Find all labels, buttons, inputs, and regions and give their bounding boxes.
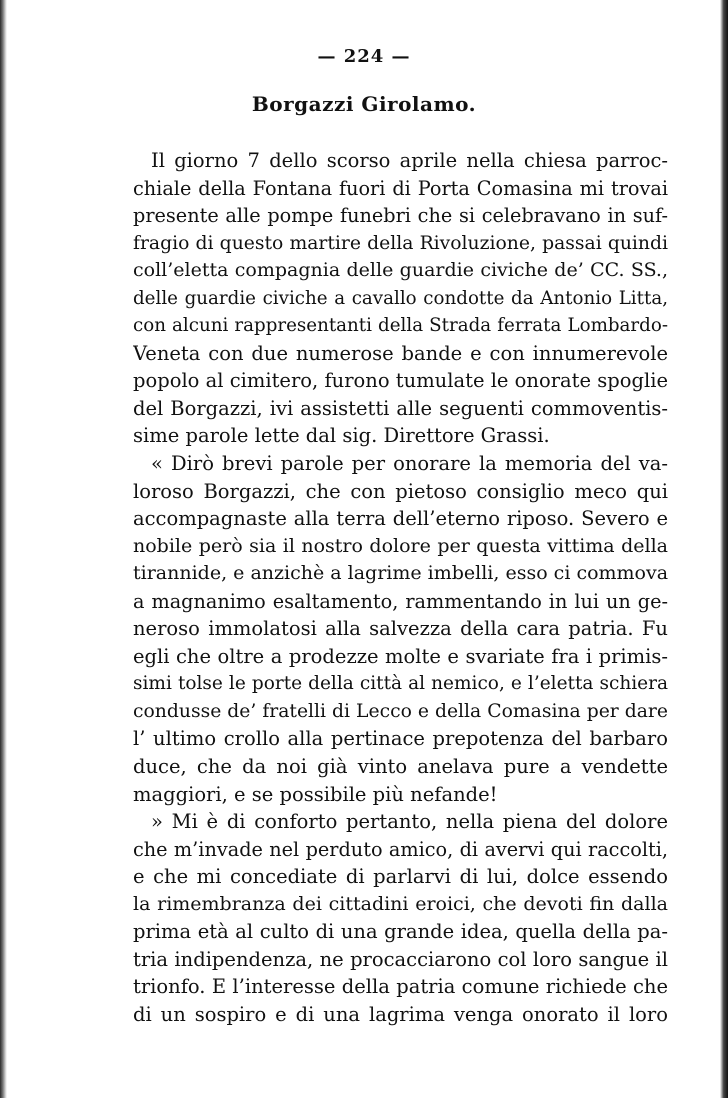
text-line: a magnanimo esaltamento, rammentando in lui un ge- xyxy=(133,589,668,613)
text-line: Il giorno 7 dello scorso aprile nella chiesa parroc- xyxy=(151,149,668,172)
text-line: con alcuni rappresentanti della Strada ferrata Lombardo- xyxy=(133,315,668,337)
text-line: tria indipendenza, ne procacciarono col loro sangue il xyxy=(133,947,668,971)
text-line: sime parole lette dal sig. Direttore Grassi. xyxy=(133,424,550,448)
text-line: chiale della Fontana fuori di Porta Comasina mi trovai xyxy=(133,176,668,200)
text-line: Veneta con due numerose bande e con innumerevole xyxy=(133,341,668,365)
text-line: simi tolse le porte della città al nemico, e l’eletta schiera xyxy=(133,673,668,695)
text-line: e che mi concediate di parlarvi di lui, dolce essendo xyxy=(133,865,668,889)
text-line: egli che oltre a prodezze molte e svariate fra i primis- xyxy=(133,644,668,668)
text-line: maggiori, e se possibile più nefande! xyxy=(133,782,498,806)
text-line: fragio di questo martire della Rivoluzione, passai quindi xyxy=(133,232,668,254)
text-line: nobile però sia il nostro dolore per questa vittima della xyxy=(133,534,668,557)
text-line: duce, che da noi già vinto anelava pure a vendette xyxy=(133,755,668,779)
text-line: neroso immolatosi alla salvezza della cara patria. Fu xyxy=(133,617,668,641)
text-line: del Borgazzi, ivi assistetti alle seguenti commoventis- xyxy=(133,396,668,420)
section-title: Borgazzi Girolamo. xyxy=(251,92,477,116)
text-line: l’ ultimo crollo alla pertinace prepotenza del barbaro xyxy=(133,727,668,751)
text-line: « Dirò brevi parole per onorare la memoria del va- xyxy=(151,452,668,476)
text-line: accompagnaste alla terra dell’eterno riposo. Severo e xyxy=(133,507,668,531)
text-line: delle guardie civiche a cavallo condotte da Antonio Litta, xyxy=(133,287,668,309)
text-line: popolo al cimitero, furono tumulate le onorate spoglie xyxy=(133,369,668,393)
text-line: tirannide, e anzichè a lagrime imbelli, esso ci commova xyxy=(133,562,668,585)
text-line: condusse de’ fratelli di Lecco e della Comasina per dare xyxy=(133,700,668,722)
text-line: che m’invade nel perduto amico, di avervi qui raccolti, xyxy=(133,837,668,861)
text-line: la rimembranza dei cittadini eroici, che devoti fin dalla xyxy=(133,892,668,915)
text-line: coll’eletta compagnia delle guardie civiche de’ CC. SS., xyxy=(133,259,668,282)
text-line: prima età al culto di una grande idea, quella della pa- xyxy=(133,920,668,944)
text-line: loroso Borgazzi, che con pietoso consiglio meco qui xyxy=(133,479,668,503)
body-text xyxy=(133,147,668,1029)
text-line: di un sospiro e di una lagrima venga onorato il loro xyxy=(133,1002,668,1026)
text-line: » Mi è di conforto pertanto, nella piena del dolore xyxy=(151,810,668,834)
text-line: presente alle pompe funebri che si celebravano in suf- xyxy=(133,204,668,228)
page-number: — 224 — xyxy=(317,46,411,67)
text-line: trionfo. E l’interesse della patria comune richiede che xyxy=(133,975,668,999)
